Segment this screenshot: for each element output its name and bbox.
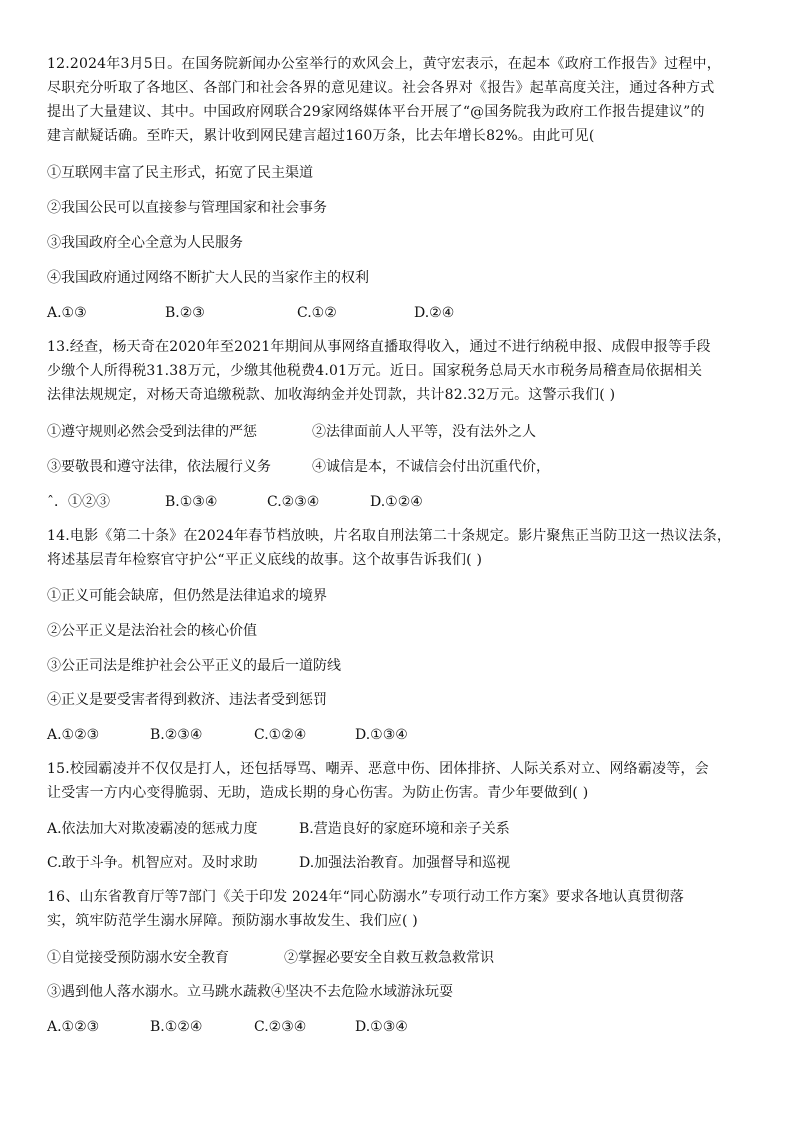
choice-b: B.①②④ xyxy=(150,1019,203,1035)
question-16-options-row-2 xyxy=(47,980,752,1004)
statement-option: ③要敬畏和遵守法律，依法履行义务 xyxy=(47,459,271,475)
statement-option: ④我国政府通过网络不断扩大人民的当家作主的权利 xyxy=(47,270,369,286)
statement-option: ①自觉接受预防溺水安全教育 xyxy=(47,950,229,966)
question-12 xyxy=(47,52,752,148)
choice-c: C.②③④ xyxy=(254,1019,307,1035)
choice-d: D.加强法治教育。加强督导和巡视 xyxy=(299,855,511,871)
question-stem-line: 12.2024年3月5日。在国务院新闻办公室举行的欢风会上，黄守宏表示，在起本《政府工作报告》过程中， xyxy=(47,56,721,72)
statement-option: ③公正司法是维护社会公平正义的最后一道防线 xyxy=(47,658,341,674)
question-stem-line: 让受害一方内心变得脆弱、无助，造成长期的身心伤害。为防止伤害。青少年要做到( ) xyxy=(47,785,589,801)
choice-d: D.①③④ xyxy=(355,727,408,743)
question-13-choices xyxy=(47,490,752,514)
question-16-options-row-1 xyxy=(47,946,752,970)
statement-option: ③我国政府全心全意为人民服务 xyxy=(47,235,243,251)
choice-c: C.①② xyxy=(297,305,337,321)
question-15-options-row-1 xyxy=(47,817,752,841)
question-stem-line: 13.经查，杨天奇在2020年至2021年期间从事网络直播取得收入，通过不进行纳税申报、成假申报等手段 xyxy=(47,339,711,355)
question-stem-line: 建言献疑话确。至昨天，累计收到网民建言超过160万条，比去年增长82%。由此可见( xyxy=(47,128,595,144)
question-12-option-2 xyxy=(47,196,752,220)
question-stem-line: 尽职充分听取了各地区、各部门和社会各界的意见建议。社会各界对《报告》起革高度关注，通过各种方式 xyxy=(47,80,715,96)
choice-b: B.营造良好的家庭环境和亲子关系 xyxy=(299,821,510,837)
statement-option: ③遇到他人落水溺水。立马跳水蔬救④坚决不去危险水域游泳玩耍 xyxy=(47,984,453,1000)
statement-option: ①正义可能会缺席，但仍然是法律追求的境界 xyxy=(47,588,327,604)
statement-option: ④正义是要受害者得到救济、违法者受到惩罚 xyxy=(47,692,327,708)
question-12-choices xyxy=(47,301,752,325)
question-12-option-1 xyxy=(47,161,752,185)
statement-option: ②法律面前人人平等，没有法外之人 xyxy=(312,424,536,440)
question-15 xyxy=(47,757,752,805)
question-16 xyxy=(47,885,752,933)
choice-c: C.②③④ xyxy=(267,494,320,510)
question-14 xyxy=(47,524,752,572)
question-stem-line: 16、山东省教育厅等7部门《关于印发 2024年“同心防溺水”专项行动工作方案》要求各地认真贯彻落 xyxy=(47,889,684,905)
question-13 xyxy=(47,335,752,407)
choice-b: B.①③④ xyxy=(165,494,218,510)
choice-c: C.①②④ xyxy=(254,727,307,743)
choice-a: A.①②③ xyxy=(47,727,100,743)
question-stem-line: 提出了大量建议、其中。中国政府网联合29家网络媒体平台开展了“@国务院我为政府工作报告提建议”的 xyxy=(47,104,705,120)
question-15-options-row-2 xyxy=(47,851,752,875)
question-14-option-3 xyxy=(47,654,752,678)
question-13-options-row-1 xyxy=(47,420,752,444)
question-16-choices xyxy=(47,1015,752,1039)
question-12-option-4 xyxy=(47,266,752,290)
question-14-choices xyxy=(47,723,752,747)
question-stem-line: 14.电影《第二十条》在2024年春节档放映，片名取自刑法第二十条规定。影片聚焦正当防卫这一热议法条， xyxy=(47,528,732,544)
choice-d: D.①②④ xyxy=(370,494,423,510)
question-13-options-row-2 xyxy=(47,455,752,479)
choice-c: C.敢于斗争。机智应对。及时求助 xyxy=(47,855,258,871)
question-14-option-4 xyxy=(47,688,752,712)
choice-b: B.②③④ xyxy=(150,727,203,743)
choice-a: A.①②③ xyxy=(47,1019,100,1035)
choice-a: A.依法加大对欺凌霸凌的惩戒力度 xyxy=(47,821,258,837)
question-stem-line: 法律法规规定，对杨天奇追缴税款、加收海纳金并处罚款，共计82.32万元。这警示我们( ) xyxy=(47,387,616,403)
choice-d: D.②④ xyxy=(414,305,455,321)
question-stem-line: 将述基层青年检察官守护公“平正义底线的故事。这个故事告诉我们( ) xyxy=(47,552,483,568)
question-12-option-3 xyxy=(47,231,752,255)
question-stem-line: 15.校园霸凌并不仅仅是打人，还包括辱骂、嘲弄、恶意中伤、团体排挤、人际关系对立、网络霸凌等，会 xyxy=(47,761,709,777)
statement-option: ②公平正义是法治社会的核心价值 xyxy=(47,623,257,639)
statement-option: ①互联网丰富了民主形式，拓宽了民主渠道 xyxy=(47,165,313,181)
statement-option: ①遵守规则必然会受到法律的严惩 xyxy=(47,424,257,440)
question-14-option-2 xyxy=(47,619,752,643)
question-stem-line: 少缴个人所得税31.38万元，少缴其他税费4.01万元。近日。国家税务总局天水市税务局稽查局依据相关 xyxy=(47,363,703,379)
statement-option: ④诚信是本，不诚信会付出沉重代价， xyxy=(312,459,550,475)
choice-d: D.①③④ xyxy=(355,1019,408,1035)
choice-a: ˆ．①②③ xyxy=(47,494,110,510)
statement-option: ②掌握必要安全自救互救急救常识 xyxy=(284,950,494,966)
choice-a: A.①③ xyxy=(47,305,87,321)
question-14-option-1 xyxy=(47,584,752,608)
question-stem-line: 实，筑牢防范学生溺水屏障。预防溺水事故发生、我们应( ) xyxy=(47,913,418,929)
statement-option: ②我国公民可以直接参与管理国家和社会事务 xyxy=(47,200,327,216)
choice-b: B.②③ xyxy=(165,305,205,321)
